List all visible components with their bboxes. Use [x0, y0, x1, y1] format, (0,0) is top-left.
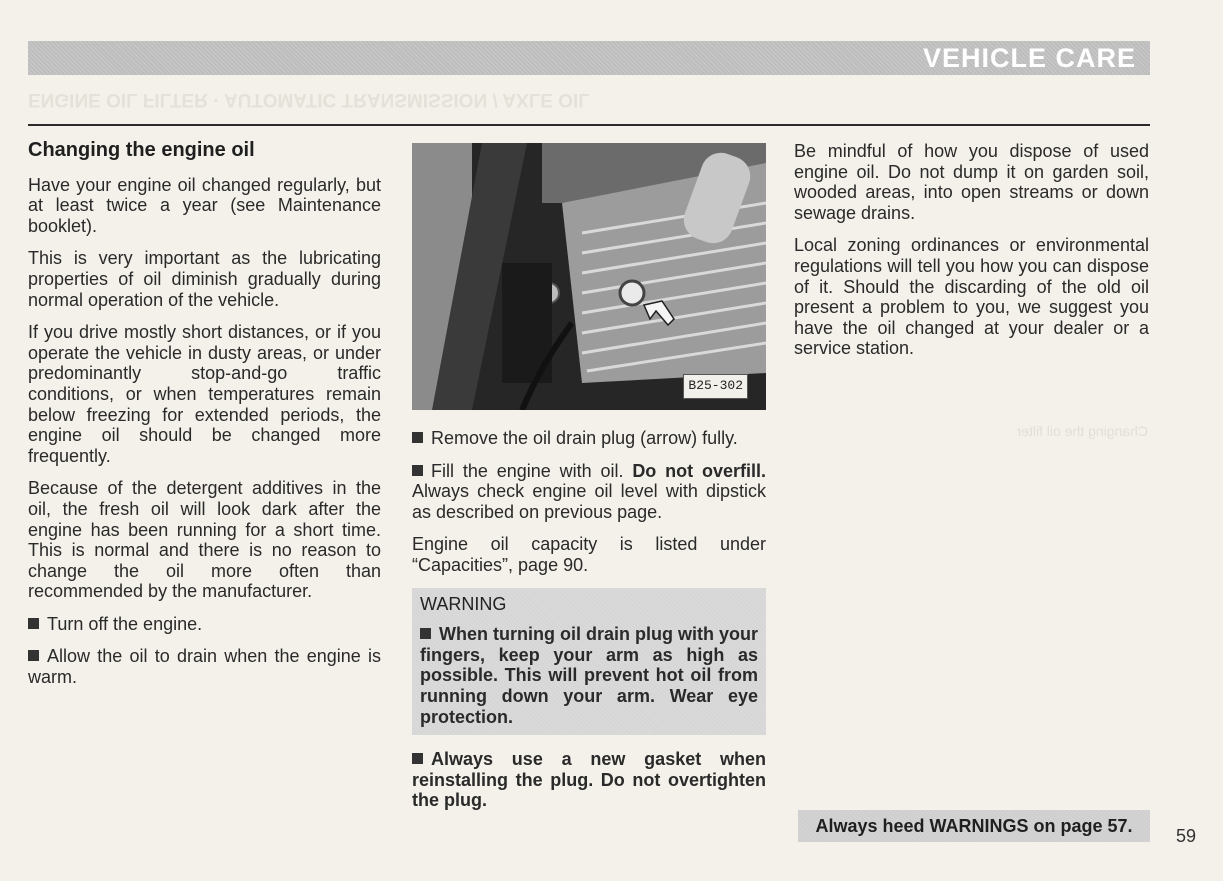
footer-warning-note: Always heed WARNINGS on page 57. [798, 810, 1150, 842]
paragraph: Have your engine oil changed regularly, but at least twice a year (see Maintenance booklet). [28, 174, 381, 236]
photo-label: B25-302 [683, 374, 748, 399]
bullet-text: Remove the oil drain plug (arrow) fully. [431, 428, 738, 448]
section-title: VEHICLE CARE [922, 43, 1136, 73]
bullet-text: Always use a new gasket when reinstalling the plug. Do not overtighten the plug. [412, 749, 766, 811]
bullet-text: Allow the oil to drain when the engine is warm. [28, 646, 381, 688]
bullet-item [412, 428, 766, 449]
paragraph: Engine oil capacity is listed under “Capacities”, page 90. [412, 534, 766, 575]
bullet-item [412, 461, 766, 523]
section-header-bar [28, 41, 1150, 75]
bullet-bold-text: Do not overfill. [632, 460, 766, 481]
column-middle [412, 143, 766, 823]
paragraph: If you drive mostly short distances, or if you operate the vehicle in dusty areas, or under predominantly stop-and-go traffic conditions, or when temperatures remain below freezing for extended periods, the engine oil should be changed more frequently. [28, 322, 381, 466]
header-rule [28, 124, 1150, 126]
paragraph: Be mindful of how you dispose of used engine oil. Do not dump it on garden soil, wooded areas, into open streams or down sewage drains. [794, 141, 1149, 223]
engine-oil-pan-photo [412, 143, 766, 410]
page-number: 59 [1176, 826, 1197, 846]
paragraph: This is very important as the lubricating properties of oil diminish gradually during normal operation of the vehicle. [28, 248, 381, 310]
page-heading: Changing the engine oil [28, 139, 255, 161]
warning-title: WARNING [420, 593, 507, 614]
bleed-through-text: Changing the oil filter [1016, 423, 1148, 439]
warning-text [420, 624, 758, 727]
warning-box [412, 588, 766, 736]
bullet-text: Turn off the engine. [47, 613, 203, 634]
bullet-text: Fill the engine with oil. [431, 460, 624, 481]
bullet-item [412, 749, 766, 811]
warning-body: When turning oil drain plug with your fingers, keep your arm as high as possible. This will prevent hot oil from running down your arm. Wear eye protection. [420, 624, 758, 727]
bullet-text: Always check engine oil level with dipstick as described on previous page. [412, 481, 766, 522]
paragraph: Because of the detergent additives in the oil, the fresh oil will look dark after the engine has been running for a short time. This is normal and there is no reason to change the oil more often than recommended by the manufacturer. [28, 478, 381, 602]
bullet-item [28, 614, 381, 635]
bullet-item [28, 646, 381, 687]
column-right [794, 141, 1149, 371]
bleed-through-text: ENGINE OIL FILTER · AUTOMATIC TRANSMISSION / AXLE OIL [28, 89, 590, 110]
column-left [28, 140, 381, 700]
paragraph: Local zoning ordinances or environmental regulations will tell you how you can dispose of it. Should the discarding of the old oil present a problem to you, we suggest you have the oil changed at your dealer or a service station. [794, 235, 1149, 359]
